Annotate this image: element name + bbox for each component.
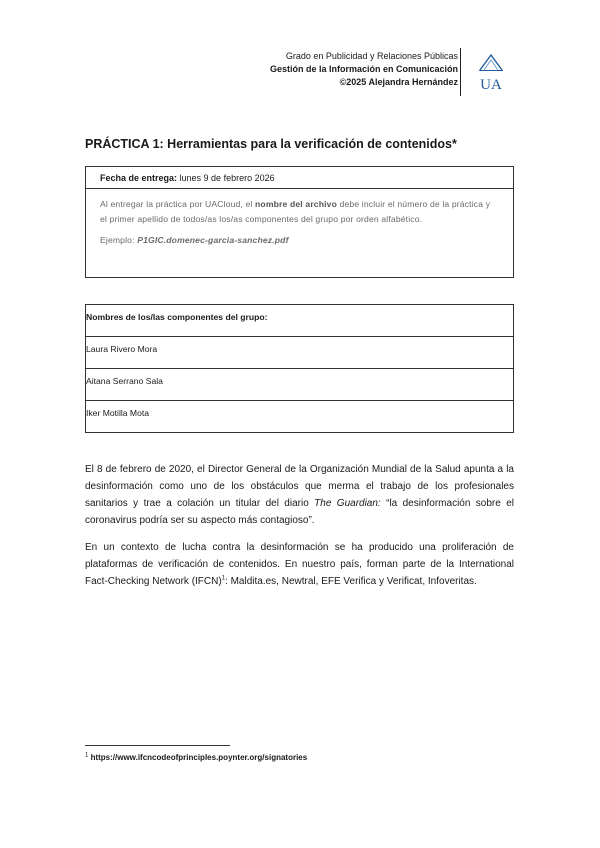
header-degree: Grado en Publicidad y Relaciones Públicas [285,51,458,61]
example-label: Ejemplo: [100,235,138,245]
footnote-ref[interactable]: 1 [221,575,226,582]
footnote-number: 1 [85,752,89,759]
p2-text-a: En un contexto de lucha contra la desinformación se ha producido una proliferación de plataformas de verificación de contenidos. En nuestro país, forman parte de la International Fact-Checking Network (IFCN) [85,542,514,587]
footnote-link[interactable]: https://www.ifcncodeofprinciples.poynter.org/signatories [90,753,308,762]
instructions-part-2: debe incluir el número de la práctica y el primer apellido de todos/as los/as componentes del grupo por orden alfabético. [100,199,491,224]
instructions-bold: nombre del archivo [255,199,338,209]
p1-italic: The Guardian: [314,498,381,509]
example-line [100,233,499,248]
instructions-part-1: Al entregar la práctica por UACloud, el [100,199,256,209]
delivery-box [85,166,514,278]
header-course: Gestión de la Información en Comunicación [269,64,458,74]
footnote-divider [85,745,230,746]
p1-text-a: El 8 de febrero de 2020, el Director General de la Organización Mundial de la Salud apunta a la desinformación como uno de los obstáculos que merma el trabajo de los profesionales sanitarios y trae a colación un titular del diario [85,464,514,509]
group-member-row[interactable]: Aitana Serrano Sala [86,369,513,401]
p2-text-b: : Maldita.es, Newtral, EFE Verifica y Verificat, Infoveritas. [225,576,477,587]
p1-text-b: “la desinformación sobre el coronavirus podría ser su aspecto más contagioso”. [85,498,514,526]
header-author: ©2025 Alejandra Hernández [339,77,458,87]
delivery-instructions [86,189,513,248]
header-divider [460,48,461,96]
example-filename: P1GIC.domenec-garcia-sanchez.pdf [137,235,289,245]
delivery-date-value: lunes 9 de febrero 2026 [177,173,275,183]
ua-logo-text: UA [480,77,502,93]
delivery-date-row [86,167,513,189]
footnote [85,753,307,762]
body-paragraph-2 [85,539,514,590]
delivery-date-label: Fecha de entrega: [100,173,178,183]
ua-logo [474,52,508,96]
group-members-table [85,304,514,433]
instructions-text [100,197,499,227]
page-header [270,50,458,89]
group-member-row[interactable]: Laura Rivero Mora [86,337,513,369]
group-member-row[interactable]: Iker Motilla Mota [86,408,150,418]
page-title: PRÁCTICA 1: Herramientas para la verificación de contenidos* [85,137,457,151]
ua-logo-icon [478,52,504,72]
group-members-header: Nombres de los/las componentes del grupo: [86,305,513,337]
body-paragraph-1 [85,461,514,529]
